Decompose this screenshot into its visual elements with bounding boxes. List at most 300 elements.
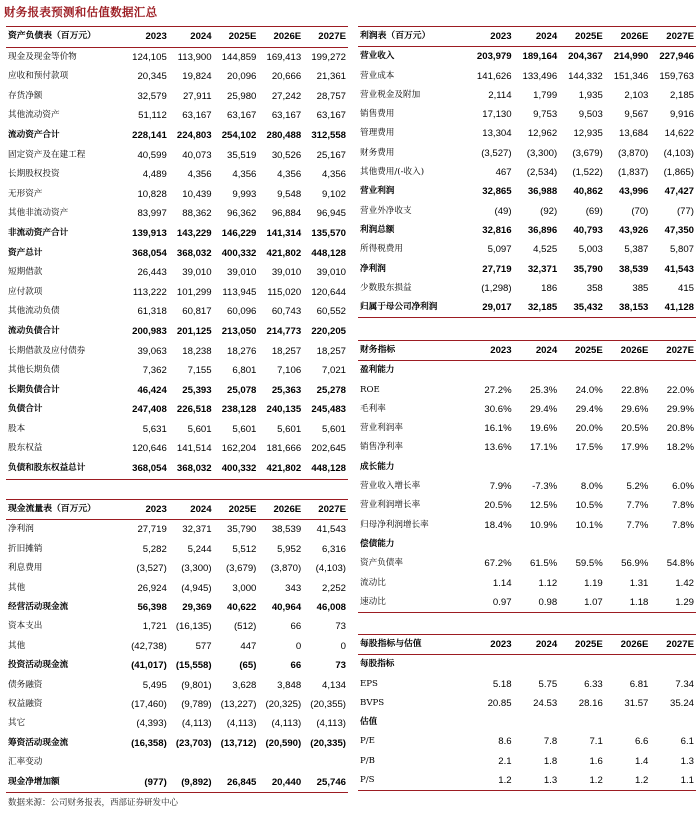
cell-value: 2,114: [488, 89, 512, 101]
cell-value: 10,828: [137, 188, 167, 200]
cell-value: 96,362: [227, 208, 257, 220]
cell-value: 73: [335, 621, 346, 633]
cell-value: 6.1: [680, 736, 694, 748]
cell-value: 203,979: [476, 51, 512, 63]
cell-value: 181,666: [266, 443, 302, 455]
cell-value: 40,964: [271, 602, 302, 614]
table-row: [358, 47, 696, 67]
year-header: 2026E: [605, 341, 651, 361]
cell-value: 20.8%: [666, 423, 694, 435]
cell-value: 400,332: [214, 459, 259, 479]
cell-value: 25,167: [316, 149, 346, 161]
row-label: 营业利润率: [360, 423, 403, 434]
cell-value: (16,358): [131, 737, 167, 749]
cell-value: 343: [285, 582, 302, 594]
cell-value: [169, 753, 214, 772]
cell-value: 577: [195, 640, 212, 652]
year-header: 2026E: [605, 635, 651, 655]
cell-value: 26,924: [137, 582, 167, 594]
cell-value: 186: [541, 282, 558, 294]
row-label: 现金及现金等价物: [8, 51, 77, 62]
row-label: 投资活动现金流: [8, 660, 69, 671]
year-header: 2025E: [214, 27, 259, 48]
cell-value: 1.31: [629, 577, 649, 589]
cell-value: 2,103: [624, 89, 649, 101]
cell-value: 20.0%: [575, 423, 603, 435]
table-row: [358, 419, 696, 438]
row-label: 盈利能力: [360, 365, 395, 376]
cell-value: 201,125: [176, 325, 212, 337]
table-row: [6, 322, 348, 342]
cell-value: (77): [676, 205, 694, 217]
row-label: 负债合计: [8, 404, 43, 415]
cell-value: 25,278: [316, 384, 346, 396]
cell-value: 60,552: [316, 306, 346, 318]
cell-value: [559, 713, 605, 732]
cell-value: 20.85: [487, 697, 512, 709]
cell-value: 73: [335, 660, 346, 672]
cell-value: 30.6%: [484, 403, 512, 415]
cell-value: (1,522): [572, 167, 603, 179]
cell-value: 415: [677, 282, 694, 294]
cell-value: [468, 655, 514, 675]
cell-value: 38,539: [619, 263, 649, 275]
cell-value: 144,859: [221, 51, 257, 63]
table-row: [6, 773, 348, 793]
cell-value: 7.7%: [626, 519, 649, 531]
table-row: [358, 593, 696, 613]
table-row: [358, 752, 696, 771]
cell-value: 36,988: [527, 186, 558, 198]
cell-value: 63,167: [182, 110, 212, 122]
cell-value: 133,496: [522, 70, 558, 82]
cell-value: 1.3: [514, 771, 560, 791]
table-row: [6, 540, 348, 559]
cell-value: 280,488: [266, 129, 302, 141]
cell-value: 6.6: [635, 736, 649, 748]
row-label: 营业利润增长率: [360, 500, 421, 511]
table-row: [6, 106, 348, 126]
cell-value: [468, 713, 514, 732]
cell-value: 40,862: [573, 186, 603, 198]
cell-value: 204,367: [568, 51, 603, 63]
cell-value: 4,525: [533, 244, 558, 256]
cell-value: 56,398: [137, 602, 167, 614]
cell-value: (20,355): [310, 699, 346, 711]
cell-value: 39,010: [182, 267, 212, 279]
cell-value: 1.2: [468, 771, 514, 791]
cell-value: 20.5%: [484, 500, 512, 512]
row-label: 销售净利率: [360, 442, 403, 453]
cell-value: 1,799: [533, 89, 558, 101]
table-row: [6, 734, 348, 753]
cell-value: [650, 458, 696, 477]
cell-value: 61.5%: [529, 558, 558, 570]
cell-value: 448,128: [311, 247, 346, 259]
table-row: [358, 675, 696, 694]
row-label: 估值: [360, 717, 378, 728]
cell-value: (13,712): [220, 737, 257, 749]
cell-value: 24.53: [533, 697, 558, 709]
cell-value: 5,244: [187, 543, 212, 555]
cell-value: 27,719: [137, 524, 167, 536]
cell-value: (4,113): [226, 718, 257, 730]
cell-value: [514, 535, 560, 554]
row-label: 其他: [8, 640, 26, 651]
cell-value: 5,601: [277, 423, 302, 435]
table-row: [358, 105, 696, 124]
cell-value: 1.29: [650, 593, 696, 613]
cell-value: 146,229: [221, 227, 257, 239]
cell-value: [514, 713, 560, 732]
cell-value: 1,721: [142, 621, 167, 633]
row-label: 其他非流动资产: [8, 208, 69, 219]
cell-value: (41,017): [131, 660, 167, 672]
cell-value: 5,387: [624, 244, 649, 256]
cell-value: 9,548: [277, 188, 302, 200]
cell-value: 20,345: [137, 71, 167, 83]
cell-value: 6.33: [584, 678, 603, 690]
table-row: [6, 617, 348, 636]
cell-value: 14,622: [664, 128, 694, 140]
cell-value: [468, 535, 514, 554]
row-label: 净利润: [8, 524, 34, 535]
row-label: 资产负债率: [360, 558, 403, 569]
cell-value: [559, 458, 605, 477]
cell-value: 7,362: [142, 365, 167, 377]
cell-value: 101,299: [176, 286, 212, 298]
row-label: 营业外净收支: [360, 205, 412, 216]
cell-value: 1.8: [543, 755, 558, 767]
cell-value: 5.75: [538, 678, 558, 690]
cell-value: [605, 535, 651, 554]
cell-value: 96,945: [316, 208, 346, 220]
row-label: 负债和股东权益总计: [6, 459, 124, 479]
table-row: [358, 694, 696, 713]
cell-value: 88,362: [182, 208, 212, 220]
cell-value: 12,935: [573, 128, 603, 140]
cell-value: [514, 361, 560, 381]
cell-value: 10,439: [182, 188, 212, 200]
cell-value: 141,514: [176, 443, 212, 455]
cell-value: 9,567: [624, 109, 649, 121]
cell-value: -7.3%: [532, 481, 558, 493]
cell-value: (92): [540, 205, 558, 217]
table-row: [6, 263, 348, 283]
row-label: 固定资产及在建工程: [8, 149, 86, 160]
year-header: 2023: [124, 500, 169, 520]
cell-value: 12,962: [527, 128, 558, 140]
cell-value: 35,790: [227, 524, 257, 536]
cell-value: 199,272: [311, 51, 346, 63]
cell-value: 35,519: [227, 149, 257, 161]
row-label: 营业收入: [360, 51, 395, 62]
cell-value: 226,518: [176, 404, 212, 416]
cell-value: 17.5%: [575, 442, 603, 454]
cell-value: 421,802: [266, 247, 302, 259]
cell-value: 7.7%: [626, 500, 649, 512]
cell-value: 22.0%: [666, 384, 694, 396]
cell-value: 3,628: [232, 679, 257, 691]
cell-value: 400,332: [221, 247, 257, 259]
row-label: BVPS: [360, 697, 385, 708]
cell-value: (4,103): [315, 563, 346, 575]
table-row: [6, 283, 348, 303]
per-share-table: [358, 634, 696, 791]
table-row: [358, 477, 696, 496]
cell-value: 113,222: [132, 286, 167, 298]
row-label: 股东权益: [8, 443, 43, 454]
table-row: [358, 163, 696, 182]
cell-value: 4,356: [232, 169, 257, 181]
table-row: [6, 656, 348, 675]
cash-flow-table: [6, 499, 348, 793]
cell-value: (9,789): [181, 699, 212, 711]
cell-value: 20,440: [258, 773, 303, 793]
table-row: [6, 342, 348, 362]
balance-sheet-table: [6, 26, 348, 480]
cell-value: [124, 753, 169, 772]
row-label: 每股指标: [360, 659, 395, 670]
row-label: 销售费用: [360, 109, 395, 120]
cell-value: 228,141: [132, 129, 167, 141]
table-title: 现金流量表（百万元）: [6, 500, 124, 520]
table-row: [6, 185, 348, 205]
cell-value: 13,684: [619, 128, 649, 140]
cell-value: 43,996: [619, 186, 649, 198]
cell-value: 47,350: [664, 224, 694, 236]
cell-value: 1.07: [559, 593, 605, 613]
cell-value: 1.14: [492, 577, 512, 589]
cell-value: [303, 753, 348, 772]
cell-value: 5,495: [142, 679, 167, 691]
table-row: [358, 279, 696, 298]
row-label: 汇率变动: [8, 757, 43, 768]
year-header: 2023: [468, 27, 514, 47]
cell-value: 9,102: [321, 188, 346, 200]
cell-value: 0: [295, 640, 302, 652]
cell-value: 5,601: [187, 423, 212, 435]
cell-value: 7.8%: [672, 500, 694, 512]
table-row: [6, 714, 348, 733]
cell-value: [468, 458, 514, 477]
cell-value: 368,054: [132, 247, 167, 259]
year-header: 2027E: [303, 27, 348, 48]
table-row: [358, 732, 696, 751]
cell-value: 20,096: [227, 71, 257, 83]
cell-value: (3,300): [181, 563, 212, 575]
cell-value: 7.9%: [489, 481, 512, 493]
cell-value: (3,300): [526, 147, 558, 159]
cell-value: (23,703): [175, 737, 212, 749]
table-row: [6, 244, 348, 264]
table-row: [6, 381, 348, 401]
table-row: [358, 86, 696, 105]
cell-value: 1.1: [650, 771, 696, 791]
cell-value: 43,926: [619, 224, 649, 236]
cell-value: 9,503: [578, 109, 603, 121]
cell-value: (17,460): [131, 699, 167, 711]
cell-value: 9,916: [669, 109, 694, 121]
cell-value: 6.81: [629, 678, 649, 690]
cell-value: 25,363: [271, 384, 302, 396]
cell-value: 17.1%: [529, 442, 558, 454]
year-header: 2024: [169, 500, 214, 520]
cell-value: 202,645: [311, 443, 346, 455]
table-row: [6, 204, 348, 224]
year-header: 2025E: [559, 341, 605, 361]
cell-value: [650, 713, 696, 732]
cell-value: 358: [586, 282, 603, 294]
cell-value: 31.57: [624, 697, 649, 709]
row-label: 毛利率: [360, 403, 386, 414]
cell-value: 5,003: [578, 244, 603, 256]
cell-value: (1,865): [663, 167, 694, 179]
cell-value: 56.9%: [621, 558, 649, 570]
row-label: 折旧摊销: [8, 543, 43, 554]
cell-value: 66: [290, 621, 302, 633]
table-row: [358, 298, 696, 318]
cell-value: 39,010: [271, 267, 302, 279]
table-row: [6, 146, 348, 166]
row-label: 存货净额: [8, 90, 43, 101]
cell-value: 16.1%: [484, 423, 512, 435]
table-row: [6, 224, 348, 244]
cell-value: 28.16: [578, 697, 603, 709]
cell-value: 39,063: [137, 345, 167, 357]
cell-value: (4,393): [136, 718, 167, 730]
cell-value: 35,790: [573, 263, 603, 275]
cell-value: 29.4%: [529, 403, 558, 415]
cell-value: 7.1: [589, 736, 603, 748]
cell-value: 25,746: [303, 773, 348, 793]
cell-value: 120,646: [132, 443, 167, 455]
cell-value: [605, 655, 651, 675]
table-row: [6, 459, 348, 479]
cell-value: 115,020: [267, 286, 302, 298]
table-row: [6, 579, 348, 598]
row-label: 其他费用/(-收入): [360, 167, 425, 178]
table-row: [358, 438, 696, 457]
row-label: 归属于母公司净利润: [358, 298, 468, 318]
cell-value: 4,356: [321, 169, 346, 181]
cell-value: 1.4: [635, 755, 649, 767]
cell-value: 151,346: [613, 70, 649, 82]
cell-value: 1.19: [584, 577, 603, 589]
row-label: 短期借款: [8, 267, 43, 278]
cell-value: [258, 753, 303, 772]
row-label: 成长能力: [360, 461, 395, 472]
table-row: [358, 400, 696, 419]
year-header: 2025E: [214, 500, 259, 520]
cell-value: 1.2: [605, 771, 651, 791]
cell-value: 18,276: [227, 345, 257, 357]
cell-value: 10.5%: [575, 500, 603, 512]
row-label: 速动比: [358, 593, 468, 613]
cell-value: 141,314: [266, 227, 302, 239]
table-row: [6, 47, 348, 67]
cell-value: [214, 753, 259, 772]
row-label: 所得税费用: [360, 244, 403, 255]
table-row: [358, 221, 696, 240]
year-header: 2023: [468, 635, 514, 655]
cell-value: 60,817: [182, 306, 212, 318]
cell-value: 40,622: [227, 602, 257, 614]
cell-value: (3,679): [225, 563, 257, 575]
cell-value: 83,997: [137, 208, 167, 220]
table-row: [358, 771, 696, 791]
cell-value: 124,105: [132, 51, 167, 63]
cell-value: 120,644: [311, 286, 346, 298]
cell-value: 139,913: [132, 227, 167, 239]
cell-value: 30,526: [271, 149, 302, 161]
row-label: 非流动资产合计: [8, 227, 69, 238]
cell-value: 46,008: [316, 602, 346, 614]
cell-value: [605, 361, 651, 381]
cell-value: 63,167: [271, 110, 302, 122]
table-row: [6, 559, 348, 578]
year-header: 2023: [468, 341, 514, 361]
row-label: 净利润: [360, 263, 386, 274]
year-header: 2026E: [258, 27, 303, 48]
cell-value: [559, 361, 605, 381]
cell-value: 368,032: [169, 459, 214, 479]
cell-value: 32,371: [182, 524, 212, 536]
table-title: 资产负债表（百万元）: [6, 27, 124, 48]
row-label: 股本: [8, 423, 26, 434]
cell-value: 17.9%: [621, 442, 649, 454]
row-label: ROE: [360, 384, 380, 395]
section-row: [358, 535, 696, 554]
cell-value: 1.3: [680, 755, 694, 767]
row-label: 应付款项: [8, 286, 43, 297]
cell-value: 18.2%: [666, 442, 694, 454]
cell-value: (4,945): [181, 582, 212, 594]
cell-value: 25.3%: [529, 384, 558, 396]
row-label: 应收和预付款项: [8, 71, 69, 82]
cell-value: 59.5%: [575, 558, 603, 570]
cell-value: 41,543: [316, 524, 346, 536]
table-row: [358, 240, 696, 259]
row-label: P/E: [360, 736, 375, 747]
cell-value: 220,205: [311, 325, 346, 337]
cell-value: 5,512: [232, 543, 257, 555]
cell-value: (20,335): [310, 737, 346, 749]
cell-value: 7,021: [321, 365, 346, 377]
cell-value: 32,579: [137, 90, 167, 102]
cell-value: 40,073: [182, 149, 212, 161]
cell-value: 1.18: [605, 593, 651, 613]
cell-value: 467: [495, 167, 512, 179]
cell-value: 1.6: [589, 755, 603, 767]
cell-value: 60,096: [227, 306, 257, 318]
cell-value: 29.4%: [575, 403, 603, 415]
cell-value: 5,952: [277, 543, 302, 555]
cell-value: 25,393: [182, 384, 212, 396]
cell-value: [468, 361, 514, 381]
cell-value: 27.2%: [484, 384, 512, 396]
cell-value: 8.6: [498, 736, 512, 748]
row-label: 其他流动资产: [8, 110, 60, 121]
cell-value: 39,010: [316, 267, 346, 279]
row-label: P/B: [360, 755, 375, 766]
cell-value: 227,946: [659, 51, 694, 63]
table-row: [6, 676, 348, 695]
cell-value: 159,763: [659, 70, 694, 82]
cell-value: 13.6%: [484, 442, 512, 454]
cell-value: 39,010: [227, 267, 257, 279]
cell-value: 27,911: [182, 90, 212, 102]
